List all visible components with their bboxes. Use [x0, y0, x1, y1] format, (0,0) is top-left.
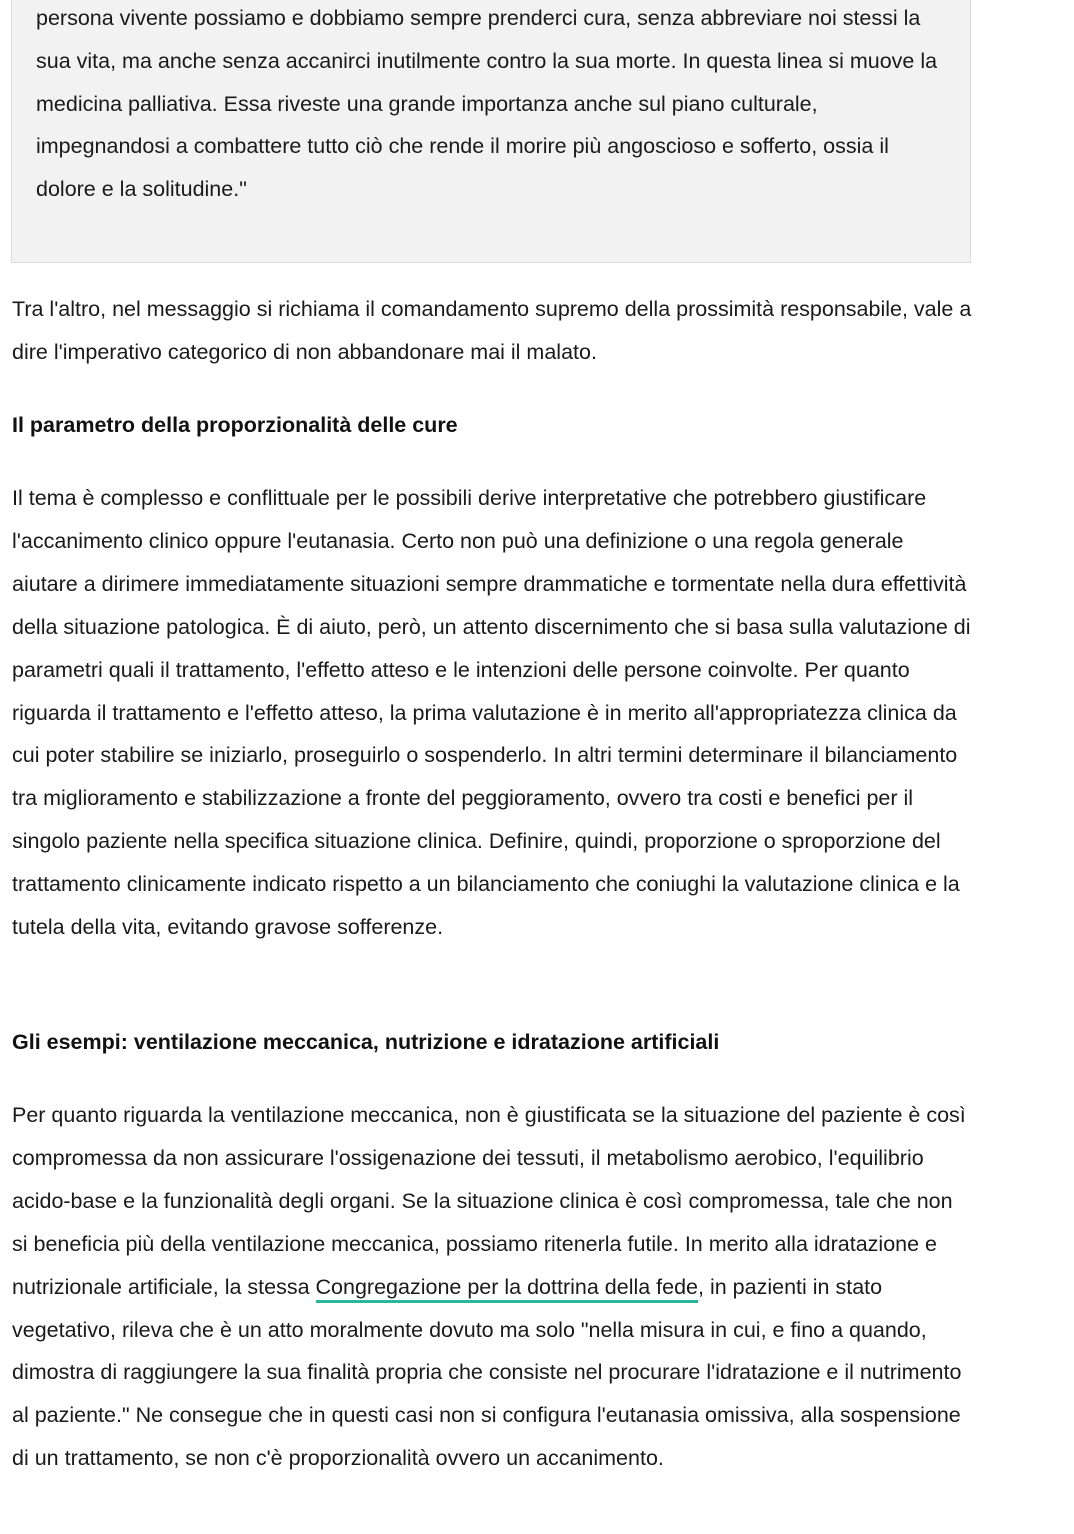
paragraph-text-before-link: Per quanto riguarda la ventilazione meccanica, non è giustificata se la situazione del paziente è così compromessa da non assicurare l'ossigenazione dei tessuti, il metabolismo aerobico, l'equilibrio acido-base e la funzionalità degli organi. Se la situazione clinica è così compromessa, tale che non si beneficia più della ventilazione meccanica, possiamo ritenerla futile. In merito alla idratazione e nutrizionale artificiale, la stessa — [12, 1103, 966, 1299]
quote-text: persona vivente possiamo e dobbiamo sempre prenderci cura, senza abbreviare noi stessi la sua vita, ma anche senza accanirci inutilmente contro la sua morte. In questa linea si muove la medicina palliativa. Essa riveste una grande importanza anche sul piano culturale, impegnandosi a combattere tutto ciò che rende il morire più angoscioso e sofferto, ossia il dolore e la solitudine." — [36, 6, 938, 202]
paragraph-ventilazione — [12, 1094, 974, 1480]
paragraph-prossimita: Tra l'altro, nel messaggio si richiama il comandamento supremo della prossimità responsabile, vale a dire l'imperativo categorico di non abbandonare mai il malato. — [12, 297, 972, 364]
paragraph-proporzionalita: Il tema è complesso e conflittuale per le possibili derive interpretative che potrebbero giustificare l'accanimento clinico oppure l'eutanasia. Certo non può una definizione o una regola generale aiutare a dirimere immediatamente situazioni sempre drammatiche e tormentate nella dura effettività della situazione patologica. È di aiuto, però, un attento discernimento che si basa sulla valutazione di parametri quali il trattamento, l'effetto atteso e le intenzioni delle persone coinvolte. Per quanto riguarda il trattamento e l'effetto atteso, la prima valutazione è in merito all'appropriatezza clinica da cui poter stabilire se iniziarlo, proseguirlo o sospenderlo. In altri termini determinare il bilanciamento tra miglioramento e stabilizzazione a fronte del peggioramento, ovvero tra costi e benefici per il singolo paziente nella specifica situazione clinica. Definire, quindi, proporzione o sproporzione del trattamento clinicamente indicato rispetto a un bilanciamento che coniughi la valutazione clinica e la tutela della vita, evitando gravose sofferenze. — [12, 486, 971, 940]
paragraph-text-after-link: , in pazienti in stato vegetativo, rileva che è un atto moralmente dovuto ma solo "nella misura in cui, e fino a quando, dimostra di raggiungere la sua finalità propria che consiste nel procurare l'idratazione e il nutrimento al paziente." Ne consegue che in questi casi non si configura l'eutanasia omissiva, alla sospensione di un trattamento, se non c'è proporzionalità ovvero un accanimento. — [12, 1274, 962, 1471]
section-heading-proporzionalita: Il parametro della proporzionalità delle cure — [12, 413, 458, 437]
section-heading-esempi: Gli esempi: ventilazione meccanica, nutrizione e idratazione artificiali — [12, 1030, 720, 1054]
congregazione-link[interactable]: Congregazione per la dottrina della fede — [316, 1275, 699, 1303]
blockquote — [11, 0, 971, 263]
